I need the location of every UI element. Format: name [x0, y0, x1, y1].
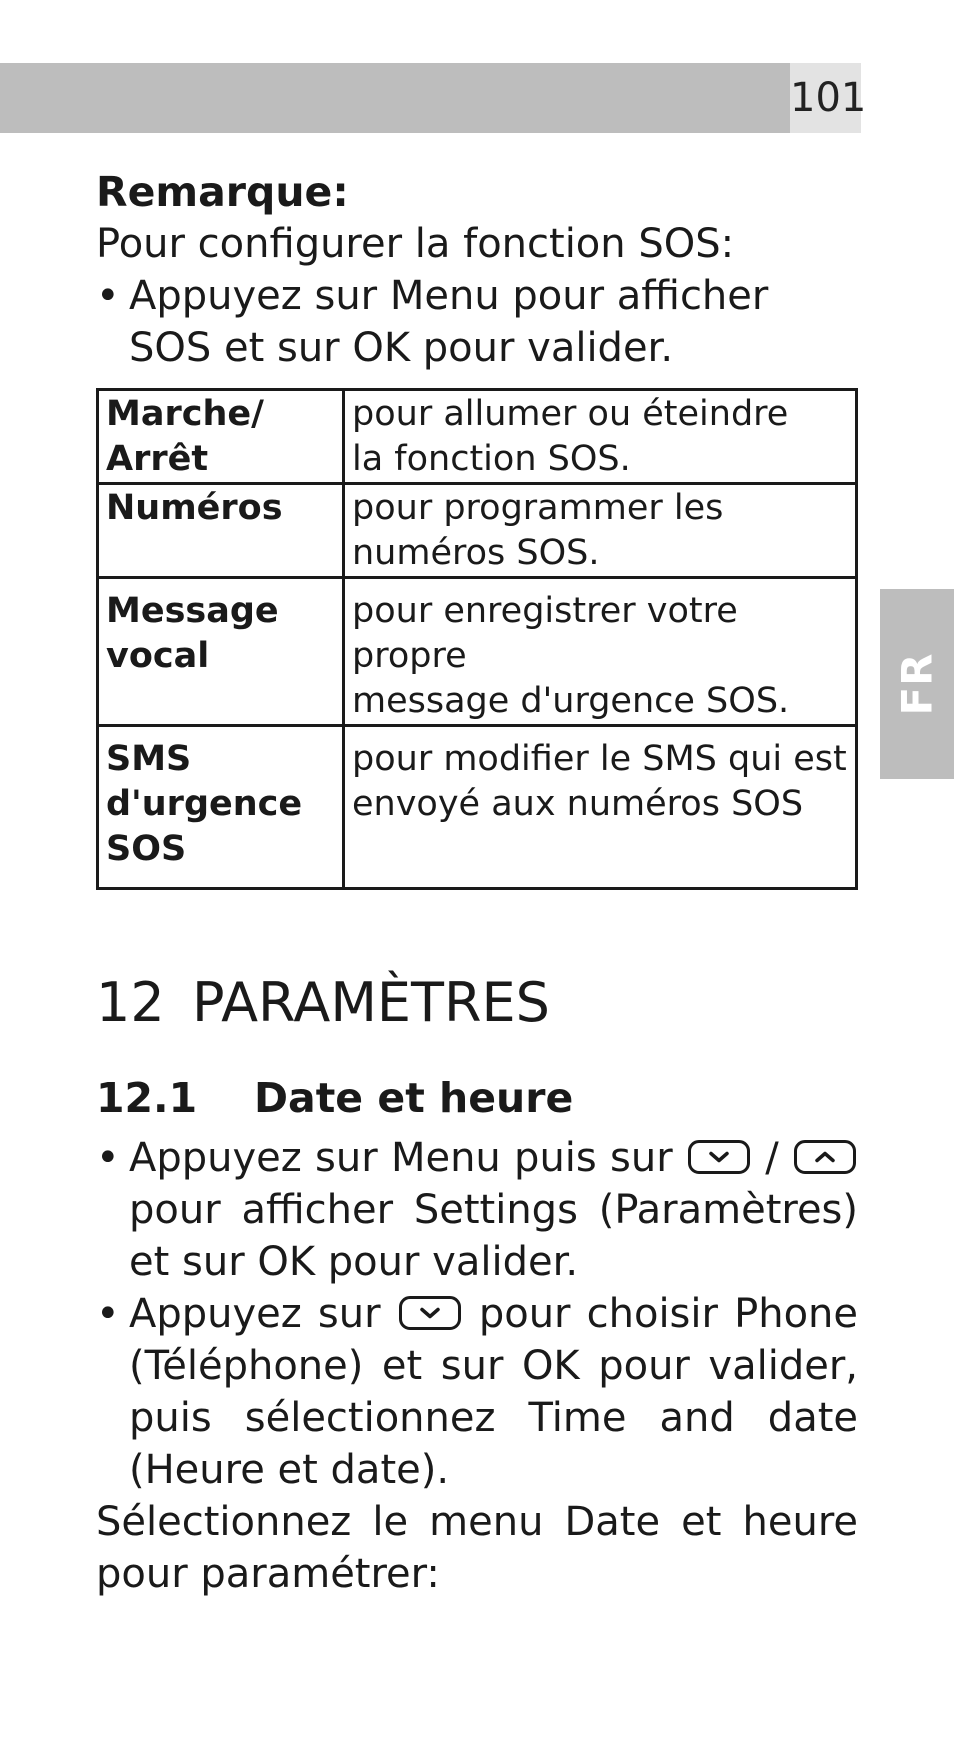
option-description-line: message d'urgence SOS.	[352, 681, 790, 721]
bullet-dot-icon: •	[96, 273, 120, 319]
bullet-dot-icon: •	[96, 1291, 120, 1337]
option-name-line: Message	[106, 591, 279, 631]
table-row	[98, 484, 857, 578]
remark-title: Remarque:	[96, 168, 349, 216]
step-2-text-a: Appuyez sur	[129, 1291, 381, 1337]
subsection-heading	[96, 1072, 858, 1124]
closing-paragraph: Sélectionnez le menu Date et heure pour paramétrer:	[96, 1499, 858, 1597]
page-number: 101	[790, 63, 861, 133]
option-name-line: Numéros	[106, 488, 283, 528]
option-description-line: pour enregistrer votre propre	[352, 591, 738, 676]
option-name-line: vocal	[106, 636, 210, 676]
table-row	[98, 390, 857, 484]
section-title: PARAMÈTRES	[192, 971, 550, 1034]
step-1-text	[129, 1132, 858, 1288]
bullet-dot-icon: •	[96, 1135, 120, 1181]
language-tab-label: FR	[892, 652, 942, 716]
step-1-text-b: pour afficher Settings (Paramètres) et sur OK pour valider.	[129, 1187, 858, 1285]
sos-options-table	[96, 388, 858, 890]
option-description-line: numéros SOS.	[352, 533, 600, 573]
option-name	[98, 578, 344, 726]
remark-bullet-text: Appuyez sur Menu pour afficher SOS et sur OK pour valider.	[129, 273, 769, 371]
step-1-text-a: Appuyez sur Menu puis sur	[129, 1135, 673, 1181]
option-description-line: envoyé aux numéros SOS	[352, 784, 804, 824]
option-name-line: Marche/	[106, 394, 264, 434]
option-description-line: pour programmer les	[352, 488, 724, 528]
option-description	[344, 484, 857, 578]
option-name-line: SMS	[106, 739, 192, 779]
section-number: 12	[96, 971, 165, 1034]
chevron-down-key-icon	[399, 1296, 461, 1330]
option-description-line: pour allumer ou éteindre	[352, 394, 789, 434]
remark-intro: Pour configurer la fonction SOS:	[96, 221, 735, 267]
remark-bullet	[96, 270, 858, 374]
option-name-line: d'urgence	[106, 784, 303, 824]
chevron-down-key-icon	[688, 1140, 750, 1174]
option-name	[98, 726, 344, 889]
option-name-line: SOS	[106, 829, 187, 869]
option-description-line: pour modifier le SMS qui est	[352, 739, 847, 779]
option-description	[344, 390, 857, 484]
section-heading	[96, 970, 858, 1036]
table-row	[98, 578, 857, 726]
option-description	[344, 578, 857, 726]
language-tab	[880, 589, 954, 779]
chevron-up-key-icon	[794, 1140, 856, 1174]
subsection-number: 12.1	[96, 1074, 198, 1122]
step-2-text	[129, 1288, 858, 1496]
table-row	[98, 726, 857, 889]
option-name-line: Arrêt	[106, 439, 209, 479]
step-bullet-2	[96, 1288, 858, 1496]
subsection-title: Date et heure	[254, 1074, 574, 1122]
key-separator: /	[765, 1135, 779, 1181]
step-2-text-b: pour choisir Phone (Téléphone) et sur OK pour valider, puis sélectionnez Time and date (Heure et date).	[129, 1291, 858, 1493]
page-content	[96, 166, 858, 1600]
option-name	[98, 390, 344, 484]
option-description-line: la fonction SOS.	[352, 439, 631, 479]
step-bullet-1	[96, 1132, 858, 1288]
option-name	[98, 484, 344, 578]
header-bar	[0, 63, 790, 133]
option-description	[344, 726, 857, 889]
